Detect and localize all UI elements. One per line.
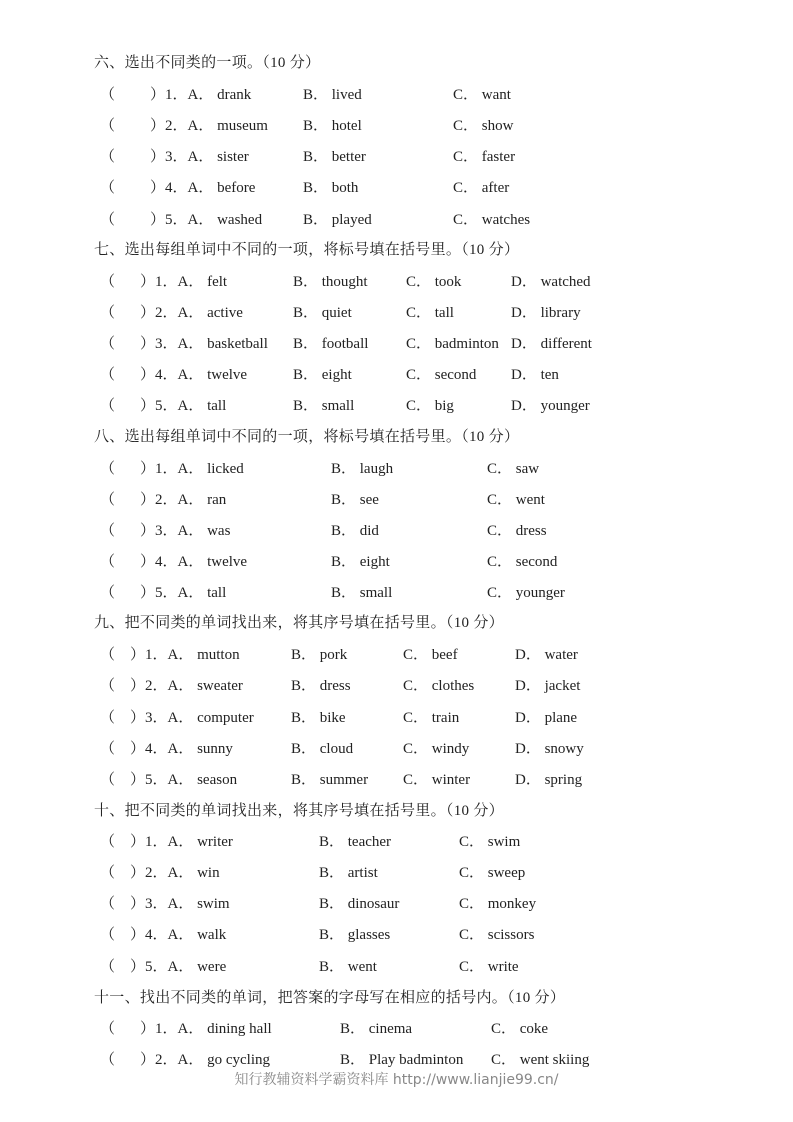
option-d: D． younger	[511, 398, 590, 414]
option-b: B． artist	[319, 865, 378, 881]
option-d: D． different	[511, 336, 592, 352]
option-a: ）2．A． museum	[150, 118, 268, 134]
option-d: D． ten	[511, 367, 559, 383]
option-a: ）3．A． sister	[150, 149, 249, 165]
option-c: C． tall	[406, 305, 454, 321]
option-a: ）5．A． were	[130, 959, 227, 975]
section-heading: 九、把不同类的单词找出来，将其序号填在括号里。（10 分）	[94, 615, 504, 631]
option-d: D． water	[515, 647, 578, 663]
option-b: B． better	[303, 149, 366, 165]
answer-bracket[interactable]: （	[100, 305, 116, 321]
option-b: B． see	[331, 492, 379, 508]
answer-bracket[interactable]: （	[100, 959, 116, 975]
option-c: C． beef	[403, 647, 458, 663]
option-b: B． summer	[291, 772, 369, 788]
answer-bracket[interactable]: （	[100, 1021, 116, 1037]
option-a: ）4．A． walk	[130, 927, 227, 943]
answer-bracket[interactable]: （	[100, 1052, 116, 1068]
option-a: ）5．A． tall	[140, 398, 227, 414]
option-b: B． pork	[291, 647, 348, 663]
option-a: ）2．A． sweater	[130, 678, 243, 694]
answer-bracket[interactable]: （	[100, 741, 116, 757]
option-b: B． Play badminton	[340, 1052, 464, 1068]
answer-bracket[interactable]: （	[100, 492, 116, 508]
option-c: C． saw	[487, 461, 540, 477]
answer-bracket[interactable]: （	[100, 149, 116, 165]
section-heading: 八、选出每组单词中不同的一项，将标号填在括号里。（10 分）	[94, 429, 520, 445]
section-heading: 七、选出每组单词中不同的一项，将标号填在括号里。（10 分）	[94, 242, 520, 258]
option-b: B． football	[293, 336, 369, 352]
answer-bracket[interactable]: （	[100, 834, 116, 850]
option-a: ）1．A． licked	[140, 461, 244, 477]
option-b: B． quiet	[293, 305, 352, 321]
option-b: B． lived	[303, 87, 362, 103]
option-c: C． second	[406, 367, 477, 383]
option-d: D． snowy	[515, 741, 584, 757]
footer-watermark: 知行教辅资料学霸资料库 http://www.lianjie99.cn/	[234, 1072, 559, 1088]
option-b: B． dress	[291, 678, 351, 694]
answer-bracket[interactable]: （	[100, 927, 116, 943]
option-c: C． clothes	[403, 678, 475, 694]
option-b: B． both	[303, 180, 359, 196]
answer-bracket[interactable]: （	[100, 772, 116, 788]
option-a: ）4．A． sunny	[130, 741, 233, 757]
option-c: C． coke	[491, 1021, 549, 1037]
option-a: ）5．A． tall	[140, 585, 227, 601]
option-a: ）1．A． mutton	[130, 647, 240, 663]
option-b: B． dinosaur	[319, 896, 400, 912]
option-c: C． swim	[459, 834, 521, 850]
answer-bracket[interactable]: （	[100, 118, 116, 134]
answer-bracket[interactable]: （	[100, 461, 116, 477]
answer-bracket[interactable]: （	[100, 180, 116, 196]
option-d: D． spring	[515, 772, 583, 788]
answer-bracket[interactable]: （	[100, 212, 116, 228]
option-c: C． went skiing	[491, 1052, 590, 1068]
option-a: ）3．A． was	[140, 523, 231, 539]
section-heading: 十、把不同类的单词找出来，将其序号填在括号里。（10 分）	[94, 803, 504, 819]
option-b: B． laugh	[331, 461, 394, 477]
option-a: ）2．A． ran	[140, 492, 227, 508]
option-a: ）1．A． felt	[140, 274, 228, 290]
answer-bracket[interactable]: （	[100, 398, 116, 414]
option-c: C． monkey	[459, 896, 537, 912]
option-a: ）3．A． computer	[130, 710, 254, 726]
option-a: ）1．A． drank	[150, 87, 252, 103]
answer-bracket[interactable]: （	[100, 865, 116, 881]
option-c: C． faster	[453, 149, 516, 165]
option-b: B． cinema	[340, 1021, 413, 1037]
option-c: C． big	[406, 398, 454, 414]
answer-bracket[interactable]: （	[100, 710, 116, 726]
option-c: C． want	[453, 87, 511, 103]
section-heading: 六、选出不同类的一项。（10 分）	[94, 55, 321, 71]
answer-bracket[interactable]: （	[100, 336, 116, 352]
option-d: D． watched	[511, 274, 591, 290]
option-b: B． eight	[293, 367, 352, 383]
option-a: ）5．A． washed	[150, 212, 263, 228]
option-b: B． teacher	[319, 834, 392, 850]
option-d: D． plane	[515, 710, 578, 726]
option-a: ）4．A． twelve	[140, 367, 248, 383]
answer-bracket[interactable]: （	[100, 647, 116, 663]
answer-bracket[interactable]: （	[100, 523, 116, 539]
option-b: B． did	[331, 523, 379, 539]
section-heading: 十一、找出不同类的单词，把答案的字母写在相应的括号内。（10 分）	[94, 990, 566, 1006]
option-b: B． small	[331, 585, 393, 601]
option-c: C． second	[487, 554, 558, 570]
option-a: ）2．A． active	[140, 305, 243, 321]
option-b: B． hotel	[303, 118, 362, 134]
option-c: C． winter	[403, 772, 471, 788]
option-a: ）1．A． dining hall	[140, 1021, 272, 1037]
option-c: C． write	[459, 959, 519, 975]
option-c: C． show	[453, 118, 514, 134]
option-b: B． cloud	[291, 741, 354, 757]
answer-bracket[interactable]: （	[100, 678, 116, 694]
option-c: C． younger	[487, 585, 565, 601]
option-b: B． played	[303, 212, 372, 228]
option-c: C． train	[403, 710, 460, 726]
option-b: B． glasses	[319, 927, 391, 943]
option-b: B． small	[293, 398, 355, 414]
answer-bracket[interactable]: （	[100, 896, 116, 912]
option-c: C． dress	[487, 523, 547, 539]
option-c: C． watches	[453, 212, 531, 228]
option-d: D． library	[511, 305, 581, 321]
option-a: ）3．A． swim	[130, 896, 230, 912]
option-d: D． jacket	[515, 678, 581, 694]
option-c: C． windy	[403, 741, 470, 757]
option-c: C． sweep	[459, 865, 526, 881]
option-b: B． went	[319, 959, 377, 975]
option-a: ）2．A． go cycling	[140, 1052, 270, 1068]
option-c: C． went	[487, 492, 545, 508]
answer-bracket[interactable]: （	[100, 87, 116, 103]
answer-bracket[interactable]: （	[100, 274, 116, 290]
option-b: B． thought	[293, 274, 368, 290]
option-a: ）3．A． basketball	[140, 336, 268, 352]
option-a: ）2．A． win	[130, 865, 220, 881]
option-c: C． took	[406, 274, 462, 290]
option-a: ）4．A． twelve	[140, 554, 248, 570]
option-b: B． eight	[331, 554, 390, 570]
option-c: C． badminton	[406, 336, 499, 352]
option-c: C． after	[453, 180, 510, 196]
answer-bracket[interactable]: （	[100, 367, 116, 383]
answer-bracket[interactable]: （	[100, 585, 116, 601]
option-a: ）5．A． season	[130, 772, 238, 788]
option-c: C． scissors	[459, 927, 535, 943]
option-a: ）1．A． writer	[130, 834, 233, 850]
option-a: ）4．A． before	[150, 180, 256, 196]
answer-bracket[interactable]: （	[100, 554, 116, 570]
option-b: B． bike	[291, 710, 346, 726]
